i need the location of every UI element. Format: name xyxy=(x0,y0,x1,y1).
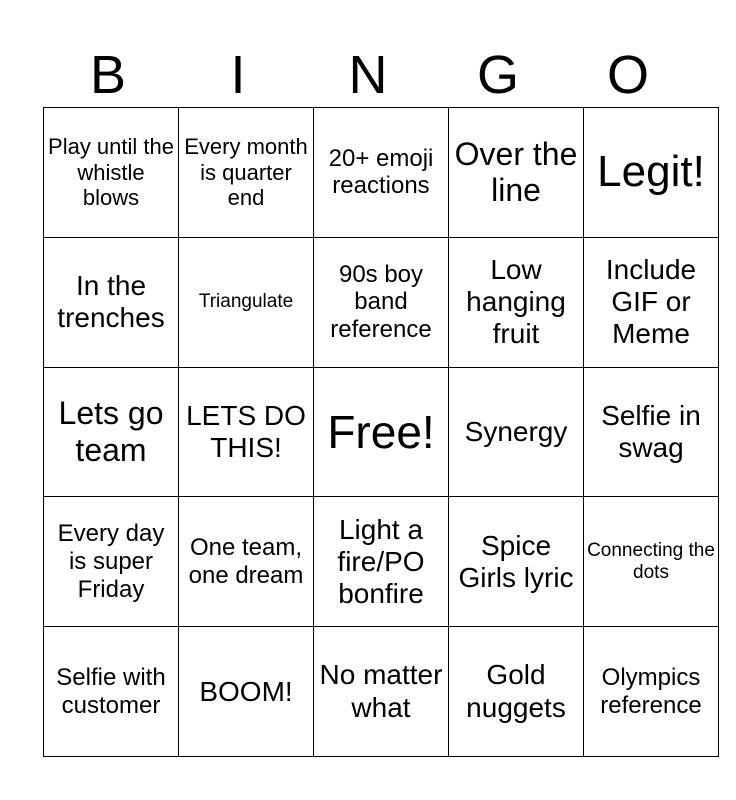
bingo-cell[interactable]: 90s boy band reference xyxy=(314,237,449,367)
header-letter-i: I xyxy=(230,45,246,105)
bingo-cell[interactable]: 20+ emoji reactions xyxy=(314,108,449,238)
bingo-row xyxy=(44,367,719,497)
bingo-cell[interactable]: Triangulate xyxy=(179,237,314,367)
bingo-cell[interactable]: Include GIF or Meme xyxy=(584,237,719,367)
bingo-row xyxy=(44,108,719,238)
free-space-cell[interactable]: Free! xyxy=(314,367,449,497)
bingo-cell[interactable]: In the trenches xyxy=(44,237,179,367)
bingo-cell[interactable]: Connecting the dots xyxy=(584,497,719,627)
bingo-cell[interactable]: Every month is quarter end xyxy=(179,108,314,238)
bingo-row xyxy=(44,627,719,757)
bingo-cell[interactable]: LETS DO THIS! xyxy=(179,367,314,497)
bingo-row xyxy=(44,497,719,627)
bingo-cell[interactable]: Selfie with customer xyxy=(44,627,179,757)
bingo-cell[interactable]: Low hanging fruit xyxy=(449,237,584,367)
bingo-cell[interactable]: BOOM! xyxy=(179,627,314,757)
bingo-cell[interactable]: One team, one dream xyxy=(179,497,314,627)
bingo-cell[interactable]: Lets go team xyxy=(44,367,179,497)
bingo-card xyxy=(43,107,719,757)
bingo-cell[interactable]: Gold nuggets xyxy=(449,627,584,757)
bingo-cell[interactable]: Over the line xyxy=(449,108,584,238)
bingo-cell[interactable]: Legit! xyxy=(584,108,719,238)
header-letter-o: O xyxy=(606,45,649,105)
bingo-cell[interactable]: No matter what xyxy=(314,627,449,757)
bingo-row xyxy=(44,237,719,367)
bingo-cell[interactable]: Olympics reference xyxy=(584,627,719,757)
bingo-cell[interactable]: Spice Girls lyric xyxy=(449,497,584,627)
header-letter-b: B xyxy=(89,45,127,105)
header-letter-g: G xyxy=(476,45,519,105)
bingo-cell[interactable]: Synergy xyxy=(449,367,584,497)
bingo-cell[interactable]: Play until the whistle blows xyxy=(44,108,179,238)
bingo-cell[interactable]: Every day is super Friday xyxy=(44,497,179,627)
header-letter-n: N xyxy=(348,45,388,105)
bingo-cell[interactable]: Light a fire/PO bonfire xyxy=(314,497,449,627)
bingo-cell[interactable]: Selfie in swag xyxy=(584,367,719,497)
bingo-header xyxy=(43,44,693,106)
